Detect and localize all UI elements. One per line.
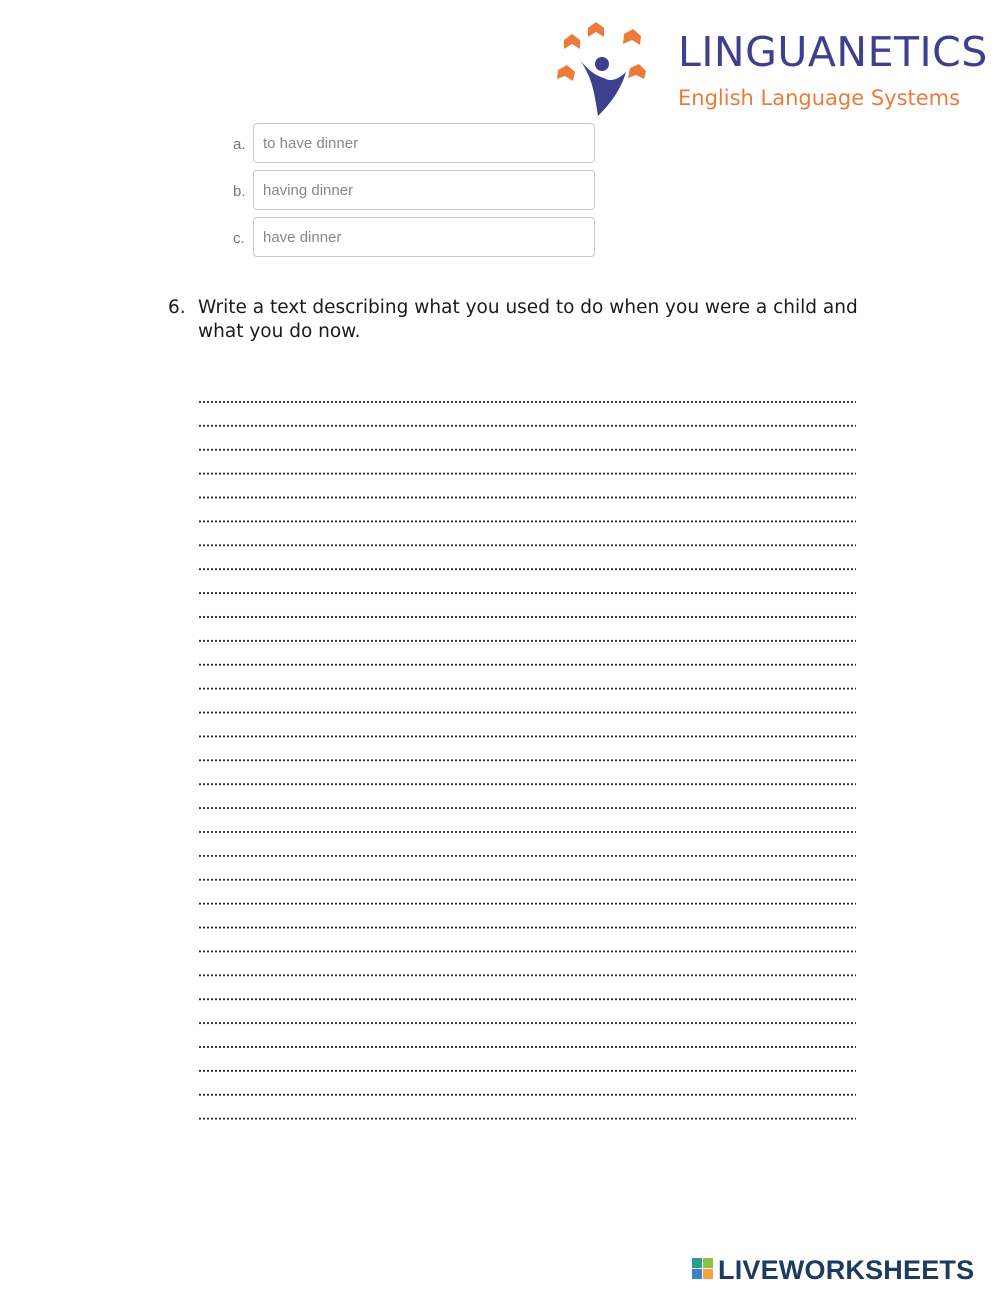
liveworksheets-footer bbox=[692, 1256, 992, 1284]
brand-name: LINGUANETICS bbox=[678, 28, 988, 76]
brand-tagline: English Language Systems bbox=[678, 86, 961, 110]
option-c-choice-box[interactable]: have dinner bbox=[253, 217, 595, 257]
option-a-choice-box[interactable]: to have dinner bbox=[253, 123, 595, 163]
reader-with-books-icon bbox=[552, 20, 662, 120]
option-b-choice-box[interactable]: having dinner bbox=[253, 170, 595, 210]
option-letter: c. bbox=[233, 230, 245, 247]
question-number: 6. bbox=[168, 297, 186, 318]
liveworksheets-wordmark: LIVEWORKSHEETS bbox=[718, 1255, 975, 1285]
option-b bbox=[233, 170, 603, 212]
option-letter: b. bbox=[233, 183, 246, 200]
linguanetics-logo bbox=[552, 20, 988, 120]
question-text: Write a text describing what you used to do when you were a child and what you do now. bbox=[198, 297, 858, 342]
option-a bbox=[233, 123, 603, 165]
option-letter: a. bbox=[233, 136, 246, 153]
answer-writing-area[interactable] bbox=[198, 392, 856, 1138]
option-c bbox=[233, 217, 603, 259]
liveworksheets-logo-icon bbox=[692, 1258, 714, 1280]
